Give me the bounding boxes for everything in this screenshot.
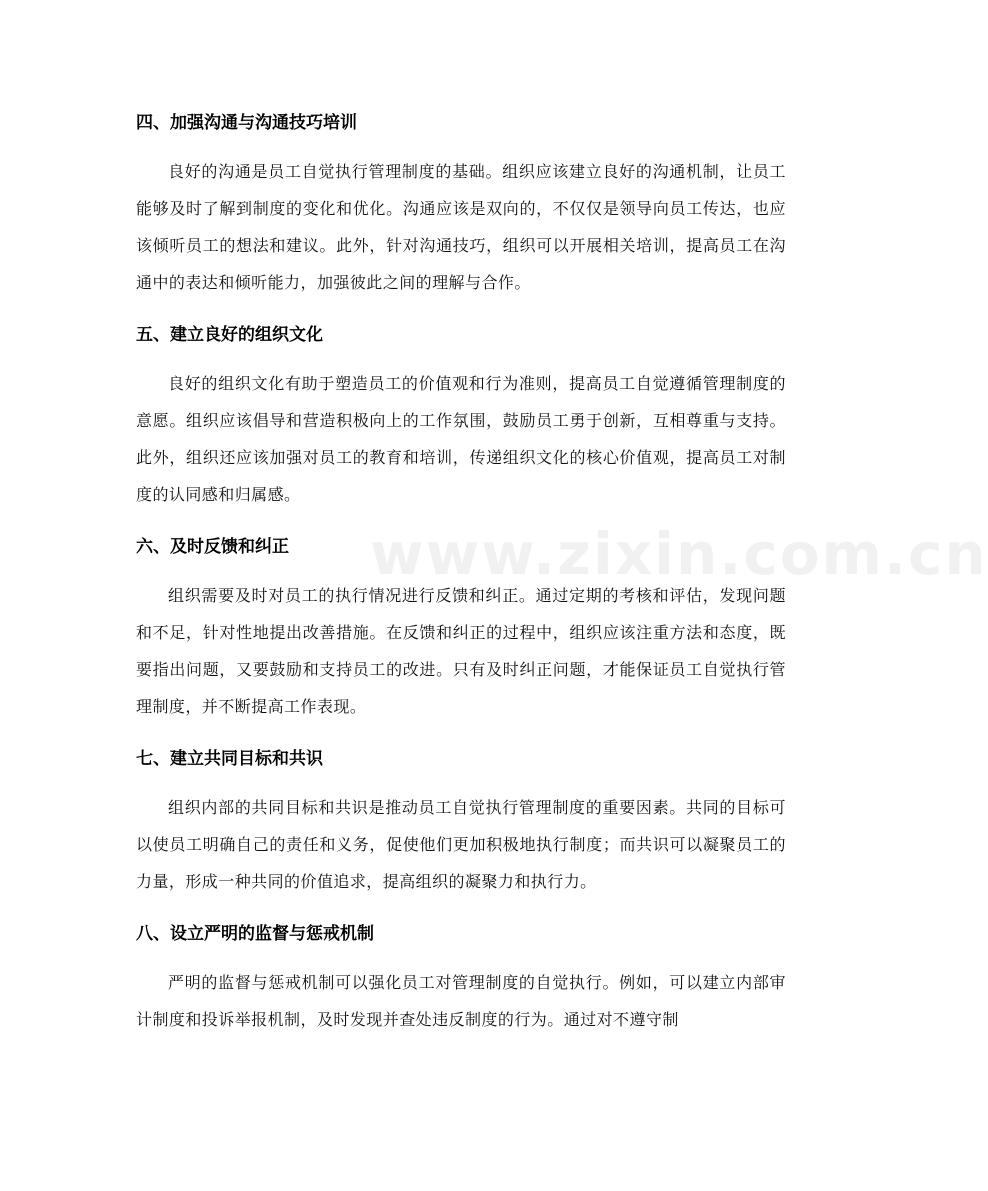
section-heading: 五、建立良好的组织文化 (136, 325, 323, 345)
section-paragraph: 良好的沟通是员工自觉执行管理制度的基础。组织应该建立良好的沟通机制，让员工能够及时了解到制度的变化和优化。沟通应该是双向的，不仅仅是领导向员工传达，也应该倾听员工的想法和建议。此外，针对沟通技巧，组织可以开展相关培训，提高员工在沟通中的表达和倾听能力，加强彼此之间的理解与合作。 (136, 162, 786, 292)
section-6 (136, 527, 786, 725)
section-7 (136, 739, 786, 900)
section-paragraph: 组织内部的共同目标和共识是推动员工自觉执行管理制度的重要因素。共同的目标可以使员工明确自己的责任和义务，促使他们更加积极地执行制度；而共识可以凝聚员工的力量，形成一种共同的价值追求，提高组织的凝聚力和执行力。 (136, 798, 786, 891)
section-5 (136, 315, 786, 513)
section-heading: 四、加强沟通与沟通技巧培训 (136, 113, 357, 133)
section-8 (136, 914, 786, 1038)
section-4 (136, 103, 786, 301)
section-paragraph: 良好的组织文化有助于塑造员工的价值观和行为准则，提高员工自觉遵循管理制度的意愿。组织应该倡导和营造积极向上的工作氛围，鼓励员工勇于创新，互相尊重与支持。此外，组织还应该加强对员工的教育和培训，传递组织文化的核心价值观，提高员工对制度的认同感和归属感。 (136, 374, 786, 504)
section-heading: 六、及时反馈和纠正 (136, 537, 289, 557)
section-paragraph: 严明的监督与惩戒机制可以强化员工对管理制度的自觉执行。例如，可以建立内部审计制度和投诉举报机制，及时发现并查处违反制度的行为。通过对不遵守制 (136, 973, 786, 1029)
document-content (136, 103, 786, 1052)
section-paragraph: 组织需要及时对员工的执行情况进行反馈和纠正。通过定期的考核和评估，发现问题和不足，针对性地提出改善措施。在反馈和纠正的过程中，组织应该注重方法和态度，既要指出问题，又要鼓励和支持员工的改进。只有及时纠正问题，才能保证员工自觉执行管理制度，并不断提高工作表现。 (136, 586, 786, 716)
section-heading: 八、设立严明的监督与惩戒机制 (136, 924, 374, 944)
section-heading: 七、建立共同目标和共识 (136, 749, 323, 769)
watermark: www.zixin.com.cn (370, 520, 988, 588)
